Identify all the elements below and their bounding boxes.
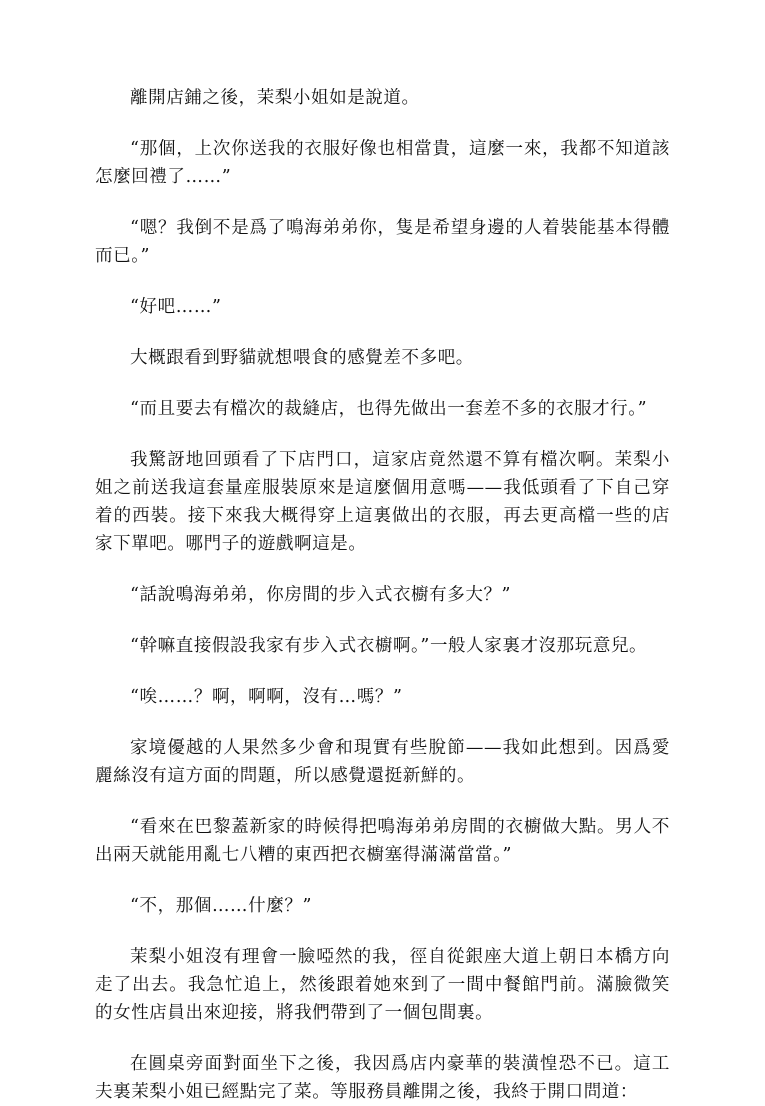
paragraph-4: “好吧……” [130,297,222,317]
paragraph-2: “那個，上次你送我的衣服好像也相當貴，這麼一來，我都不知道該怎麼回禮了……” [95,139,670,187]
paragraph-9: “幹嘛直接假設我家有步入式衣櫥啊。”一般人家裏才沒那玩意兒。 [130,636,648,656]
paragraph-15: 在圓桌旁面對面坐下之後，我因爲店内豪華的裝潢惶恐不已。這工夫裏茉梨小姐已經點完了菜。等服務員離開之後，我終于開口問道： [95,1054,670,1102]
paragraph-6: “而且要去有檔次的裁縫店，也得先做出一套差不多的衣服才行。” [130,399,648,419]
paragraph-10: “唉……？啊，啊啊，沒有…嗎？” [130,687,403,707]
paragraph-14: 茉梨小姐沒有理會一臉啞然的我，徑自從銀座大道上朝日本橋方向走了出去。我急忙追上，然後跟着她來到了一間中餐館門前。滿臉微笑的女性店員出來迎接，將我們帶到了一個包間裏。 [95,947,670,1023]
paragraph-12: “看來在巴黎蓋新家的時候得把鳴海弟弟房間的衣櫥做大點。男人不出兩天就能用亂七八糟的東西把衣櫥塞得滿滿當當。” [95,817,670,865]
paragraph-1: 離開店鋪之後，茉梨小姐如是說道。 [130,88,420,108]
paragraph-11: 家境優越的人果然多少會和現實有些脫節——我如此想到。因爲愛麗絲沒有這方面的問題，所以感覺還挺新鮮的。 [95,738,670,786]
paragraph-13: “不，那個……什麼？” [130,896,312,916]
paragraph-5: 大概跟看到野貓就想喂食的感覺差不多吧。 [130,348,474,368]
paragraph-7: 我驚訝地回頭看了下店門口，這家店竟然還不算有檔次啊。茉梨小姐之前送我這套量産服裝原來是這麼個用意嗎——我低頭看了下自己穿着的西裝。接下來我大概得穿上這裏做出的衣服，再去更高檔一些的店家下單吧。哪門子的遊戲啊這是。 [95,450,670,554]
paragraph-8: “話說鳴海弟弟，你房間的步入式衣櫥有多大？” [130,585,512,605]
paragraph-3: “嗯？我倒不是爲了鳴海弟弟你，隻是希望身邊的人着裝能基本得體而已。” [95,218,670,266]
